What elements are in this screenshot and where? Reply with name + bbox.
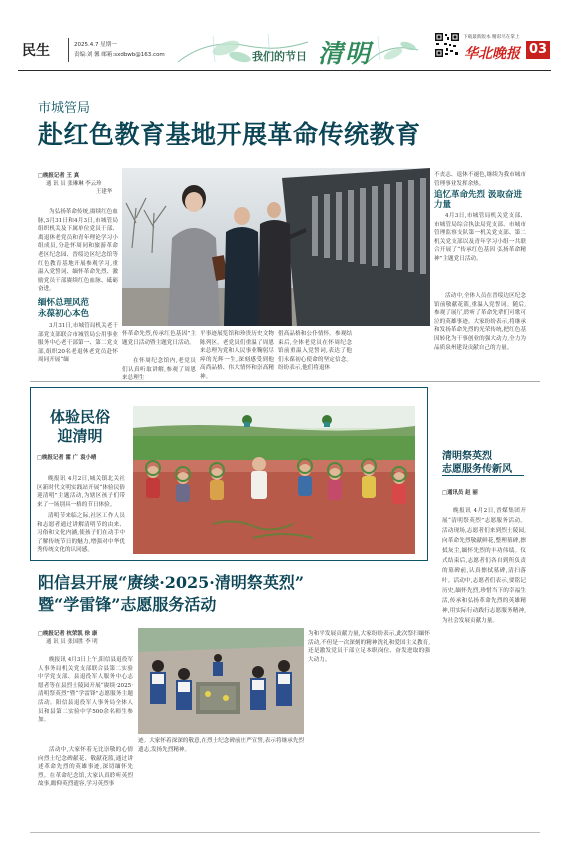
article4-paragraph: 晚报讯 4月3日上午,阳信县退役军人事务局机关党支部联合县第二实验中学党支部、县退役军人服务中心志愿者等在县烈士陵园开展“赓续·2025·清明祭英烈”暨“学雷锋”志愿服务主题活动。阳信县退役军人事务局全体人员和县第二实验中学500余名师生参加。 [38, 657, 133, 724]
article4-paragraph: 迹。大家怀着深深的敬意,在烈士纪念碑前庄严宣誓,表示将继承先烈遗志,发扬先烈精神。 [138, 738, 304, 753]
article4-title: 阳信县开展“赓续·2025·清明祭英烈” [38, 573, 305, 592]
article2-paragraph: 晚报讯 4月2日,城关镇北关社区新时代文明实践站开展“体验民俗迎清明”主题活动,为辖区孩子们带来了一场别具一格的节日体验。 [37, 476, 125, 508]
article2-title: 迎清明 [57, 427, 103, 445]
article1-paragraph: 为弘扬革命传统,赓续红色血脉,3月31日和4月3日,市城管局组织机关及下属单位党员干部、离退休老党员和青年理论学习小组成员,分赴怀周同和旅游革命老区纪念园、晋绥边区纪念馆等红色教育基地开展参观学习,重温入党誓词、缅怀革命先烈、激励党员干部赓续红色血脉、砥砺奋进。 [38, 209, 118, 293]
article1-subhead: 缅怀总理风范 [38, 298, 90, 308]
page-number: 03 [526, 41, 550, 59]
article4-photo [138, 628, 304, 734]
article1-paragraph: 不丧志、退休不褪色,继续为我市城市管理事业发挥余热。 [434, 172, 526, 187]
article4-byline: 通 讯 员 张国胜 李 明 [46, 639, 98, 645]
article2-title: 体验民俗 [49, 408, 110, 426]
article1-title: 赴红色教育基地开展革命传统教育 [38, 120, 421, 149]
article1-paragraph: 借高品格和公仆情怀。参观结束后,全体老党员在怀周纪念馆前重温入党誓词,表达了他们永葆初心使命的坚定信念。纷纷表示,他们将退休 [278, 331, 352, 372]
page-header [18, 32, 551, 70]
article1-paragraph: 3月31日,市城管局机关老干部党支部联合市城管局公用事业服务中心老干部第一、第二党支部,组织20名老退休老党员赴怀周同开展“缅 [38, 323, 118, 364]
article4-paragraph: 活动中,大家怀着无比崇敬的心情向烈士纪念碑献花、敬献花篮,通过讲述革命先烈的英雄事迹,深切缅怀先烈。在革命纪念馆,大家认真聆听英烈故事,瞻仰英烈遗容,学习英烈事 [38, 747, 133, 788]
article3-title: 志愿服务传新风 [442, 464, 512, 475]
article1-byline: □晚报记者 王 真 [38, 173, 80, 179]
festival-banner [168, 32, 423, 70]
article1-paragraph: 平事迹展览馆和珍贵历史文物陈列区。老党员们重温了周恩来总理为党和人民事业鞠躬尽瘁的光辉一生,深刻感受到他高尚品格、伟大情怀和崇高精神。 [200, 331, 274, 380]
article3-title: 清明祭英烈 [442, 451, 492, 462]
article3-paragraph: 晚报讯 4月2日,晋煤集团开展“清明祭英烈”志愿服务活动。活动现场,志愿者们来到烈士陵园,向革命先烈敬献鲜花,整理墓碑,擦拭灰尘,缅怀先烈的丰功伟绩。仪式结束后,志愿者们各自到所负责的墓碑前,认真擦拭墓碑,清扫落叶。活动中,志愿者们表示,要铭记历史,缅怀先烈,珍惜当下的幸福生活,传承和弘扬革命先烈的英雄精神,用实际行动践行志愿服务精神,为社会发展贡献力量。 [442, 508, 526, 624]
section-label: 民生 [22, 43, 50, 59]
article1-subhead: 永葆初心本色 [38, 309, 90, 319]
issue-date: 2025.4.7 星期一 [74, 42, 117, 48]
article1-paragraph: 在怀周纪念馆内,老党员们认真听取讲解,参观了周恩来总理生 [122, 358, 196, 382]
paper-name: 华北晚报 [464, 46, 520, 62]
article1-photo [122, 168, 430, 326]
article1-byline: 王建华 [96, 189, 113, 195]
article1-paragraph: 怀革命先烈,传承红色基因”主题党日活动暨主题党日活动。 [122, 331, 196, 346]
article1-byline: 通 讯 员 张琳琳 李云珍 [46, 181, 102, 187]
editor-info: 责编:刘 馨 邮箱:sxdbwb@163.com [74, 52, 165, 58]
article1-paragraph: 4月3日,市城管局机关党支部、市城管局综合执法局党支部、市城市管理监察支队第一机关党支部、第二机关党支部以及青年学习小组一共联合开展了“传承红色基因 弘扬革命精神”主题党日活动。 [434, 213, 526, 262]
article4-byline: □晚报记者 杭荣凯 徐 康 [38, 631, 98, 637]
article1-paragraph: 活动中,全体人员在晋绥边区纪念馆前敬献花篮,重温入党誓词。随后,参观了展厅,聆听了革命先辈们可歌可泣的英雄事迹。大家纷纷表示,将继承和发扬革命先烈的光荣传统,把红色基因转化为干事创业的强大动力,全力为品质泉州建设贡献自己的力量。 [434, 293, 526, 351]
article4-paragraph: 为和平发展贡献力量,大家纷纷表示,此次祭扫缅怀活动,不但是一次深刻的精神洗礼和爱国主义教育,还是激发党员干部立足本职岗位、奋发进取的强大动力。 [308, 631, 430, 663]
article2-photo [133, 406, 415, 554]
article4-title: 暨“学雷锋”志愿服务活动 [38, 595, 217, 614]
article1-kicker: 市城管局 [38, 101, 91, 116]
article2-paragraph: 清明节来临之际,社区工作人员和志愿者通过讲解清明节的由来、习俗和文化内涵,使孩子们在动手中了解传统节日的魅力,增强对中华优秀传统文化的认同感。 [37, 513, 125, 554]
article2-byline: □晚报记者 霍 广 袁小晴 [37, 455, 97, 461]
banner-title: 清明 [318, 39, 373, 68]
banner-subtitle: 我们的节日 [252, 50, 307, 63]
app-download-note: 下载最新版本 精彩尽在掌上 [463, 35, 520, 40]
qr-code-icon [434, 32, 460, 58]
article3-byline: □通讯员 赵 丽 [442, 490, 478, 496]
article1-subhead: 追忆革命先烈 汲取奋进力量 [434, 190, 522, 210]
